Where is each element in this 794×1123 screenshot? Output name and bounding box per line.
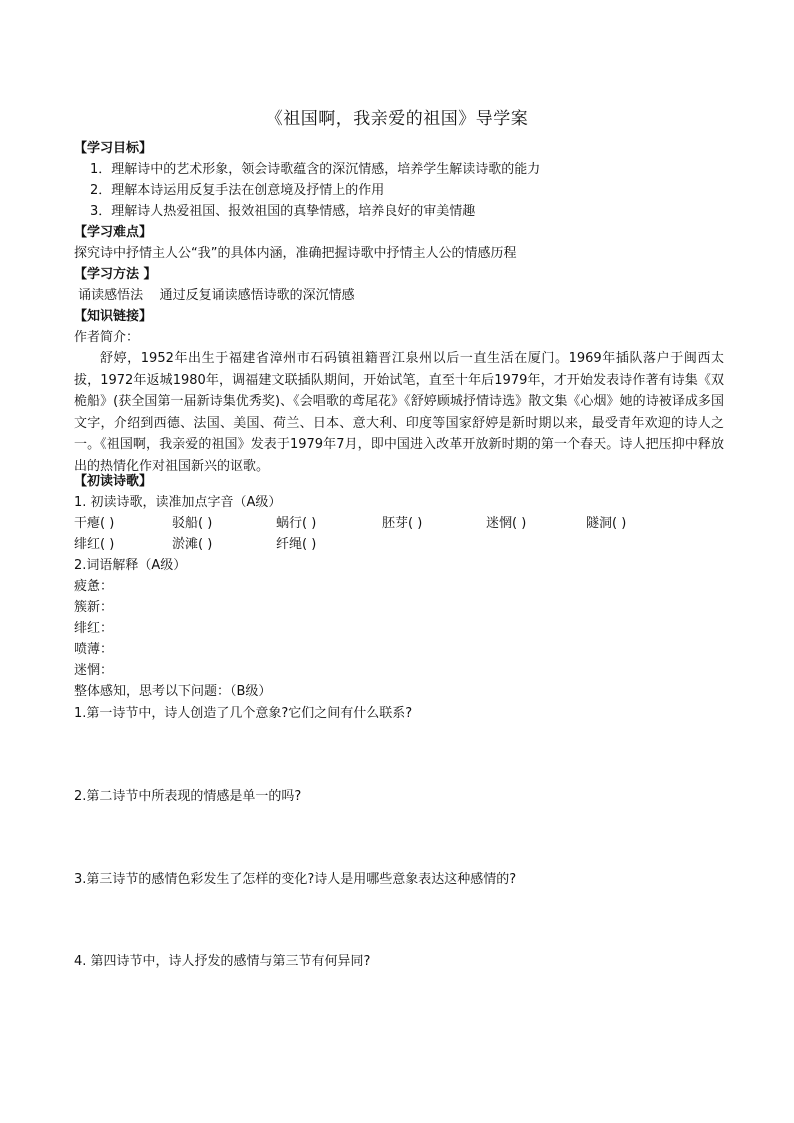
difficulty-text: 探究诗中抒情主人公“我”的具体内涵，准确把握诗歌中抒情主人公的情感历程: [74, 246, 517, 261]
pinyin-question-label: 1. 初读诗歌，读准加点字音（A级）: [74, 495, 282, 510]
pinyin-item: 蜗行( ): [276, 516, 317, 531]
word-item: 喷薄：: [74, 642, 114, 657]
question-item: 4. 第四诗节中，诗人抒发的感情与第三节有何异同?: [74, 954, 371, 969]
pinyin-item: 淤滩( ): [172, 537, 213, 552]
method-heading: 【学习方法 】: [74, 267, 157, 282]
question-item: 3.第三诗节的感情色彩发生了怎样的变化?诗人是用哪些意象表达这种感情的?: [74, 872, 517, 887]
overall-label: 整体感知，思考以下问题：（B级）: [74, 684, 272, 699]
word-item: 疲惫：: [74, 579, 114, 594]
pinyin-item: 隧洞( ): [586, 516, 627, 531]
word-question-label: 2.词语解释（A级）: [74, 558, 187, 573]
goal-item: 1．理解诗中的艺术形象，领会诗歌蕴含的深沉情感，培养学生解读诗歌的能力: [90, 162, 541, 177]
author-paragraph: 舒婷，1952年出生于福建省漳州市石码镇祖籍晋江泉州以后一直生活在厦门。1969年插队落户于闽西太拔，1972年返城1980年，调福建文联插队期间，开始试笔，直至十年后1979年，才开始发表诗作著有诗集《双桅船》(获全国第一届新诗集优秀奖)、《会唱歌的鸢尾花》《舒婷顾城抒情诗选》散文集《心烟》她的诗被译成多国文字，介绍到西德、法国、美国、荷兰、日本、意大利、印度等国家舒婷是新时期以来，最受青年欢迎的诗人之一。《祖国啊，我亲爱的祖国》发表于1979年7月，即中国进入改革开放新时期的第一个春天。诗人把压抑中释放出的热情化作对祖国新兴的讴歌。: [74, 351, 724, 474]
page-title: 《祖国啊，我亲爱的祖国》导学案: [265, 109, 529, 129]
pinyin-item: 驳船( ): [172, 516, 213, 531]
word-item: 簇新：: [74, 600, 114, 615]
word-item: 迷惘：: [74, 663, 114, 678]
question-item: 1.第一诗节中，诗人创造了几个意象?它们之间有什么联系?: [74, 706, 413, 721]
goals-heading: 【学习目标】: [74, 141, 153, 156]
method-text: 诵读感悟法 通过反复诵读感悟诗歌的深沉情感: [74, 288, 355, 303]
goal-item: 3．理解诗人热爱祖国、报效祖国的真挚情感，培养良好的审美情趣: [90, 204, 476, 219]
word-item: 绯红：: [74, 621, 114, 636]
pinyin-row: [74, 534, 372, 555]
pinyin-item: 干瘪( ): [74, 516, 115, 531]
question-item: 2.第二诗节中所表现的情感是单一的吗?: [74, 789, 302, 804]
pinyin-item: 绯红( ): [74, 537, 115, 552]
difficulty-heading: 【学习难点】: [74, 225, 153, 240]
knowledge-heading: 【知识链接】: [74, 309, 153, 324]
pinyin-item: 胚芽( ): [382, 516, 423, 531]
goal-item: 2．理解本诗运用反复手法在创意境及抒情上的作用: [90, 183, 385, 198]
pinyin-item: 迷惘( ): [486, 516, 527, 531]
author-label: 作者简介：: [74, 330, 140, 345]
pinyin-row: [74, 513, 676, 534]
reading-heading: 【初读诗歌】: [74, 474, 153, 489]
pinyin-item: 纤绳( ): [276, 537, 317, 552]
